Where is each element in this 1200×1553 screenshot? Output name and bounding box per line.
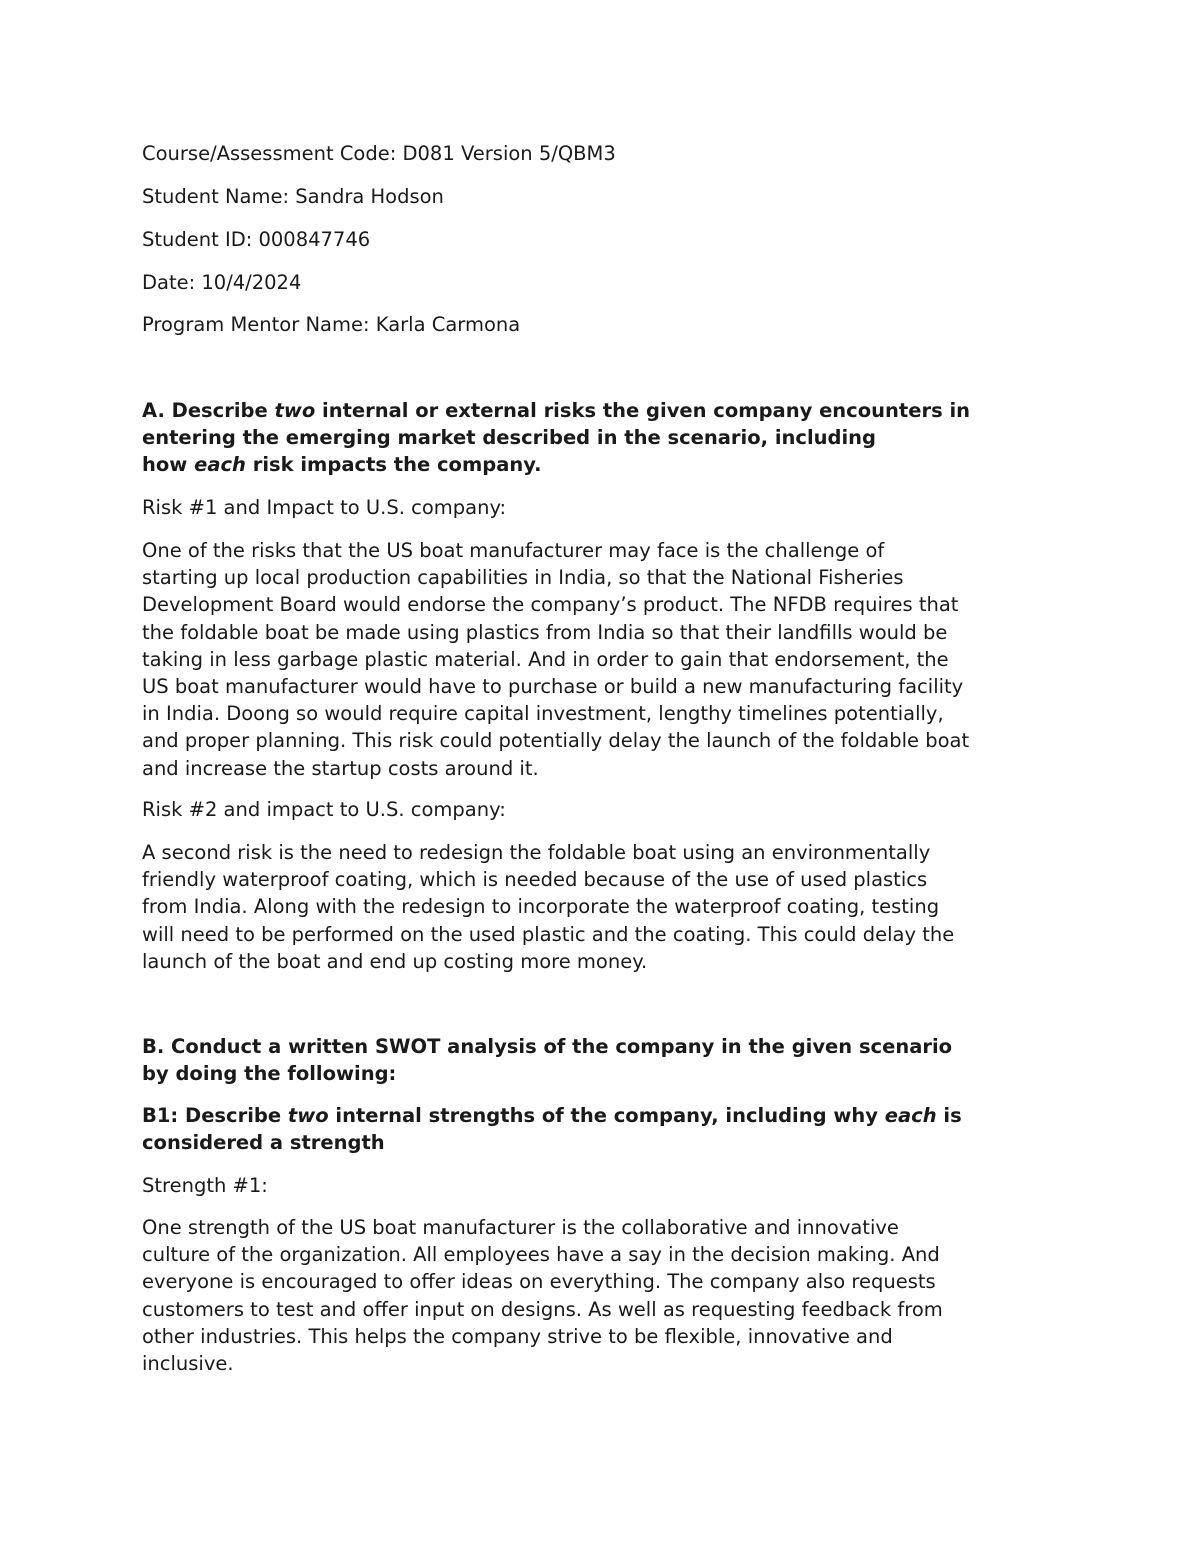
paragraph-line: and proper planning. This risk could potentially delay the launch of the foldable boat xyxy=(142,729,970,753)
paragraph-line: Development Board would endorse the company’s product. The NFDB requires that xyxy=(142,593,959,617)
student-id: Student ID: 000847746 xyxy=(142,228,371,251)
paragraph-line: customers to test and offer input on designs. As well as requesting feedback from xyxy=(142,1297,943,1321)
paragraph-line: the foldable boat be made using plastics from India so that their landfills would be xyxy=(142,620,948,644)
paragraph-line: and increase the startup costs around it. xyxy=(142,756,539,780)
mentor-name: Program Mentor Name: Karla Carmona xyxy=(142,313,521,336)
risk1-paragraph xyxy=(142,537,1072,782)
b1-heading: B1: Describe two internal strengths of the company, including why each is considered a strength xyxy=(142,1104,962,1154)
paragraph-line: US boat manufacturer would have to purchase or build a new manufacturing facility xyxy=(142,675,964,699)
date: Date: 10/4/2024 xyxy=(142,271,302,294)
strength1-label: Strength #1: xyxy=(142,1174,268,1197)
paragraph-line: everyone is encouraged to offer ideas on everything. The company also requests xyxy=(142,1270,936,1294)
paragraph-line: A second risk is the need to redesign the foldable boat using an environmentally xyxy=(142,841,931,864)
section-a-heading: A. Describe two internal or external risks the given company encounters in entering the emerging market described in the scenario, including how each risk impacts the company. xyxy=(142,399,971,476)
risk2-label: Risk #2 and impact to U.S. company: xyxy=(142,798,506,821)
paragraph-line: inclusive. xyxy=(142,1352,234,1376)
section-b-heading: B. Conduct a written SWOT analysis of the company in the given scenario by doing the following: xyxy=(142,1035,953,1085)
paragraph-line: starting up local production capabilities in India, so that the National Fisheries xyxy=(142,566,904,590)
paragraph-line: from India. Along with the redesign to incorporate the waterproof coating, testing xyxy=(142,895,940,919)
student-name: Student Name: Sandra Hodson xyxy=(142,185,444,208)
paragraph-line: will need to be performed on the used plastic and the coating. This could delay the xyxy=(142,922,955,946)
paragraph-line: launch of the boat and end up costing more money. xyxy=(142,949,648,973)
strength1-paragraph xyxy=(142,1214,1072,1377)
paragraph-line: friendly waterproof coating, which is needed because of the use of used plastics xyxy=(142,868,928,892)
risk2-paragraph xyxy=(142,839,1072,975)
paragraph-line: in India. Doong so would require capital investment, lengthy timelines potentially, xyxy=(142,702,944,726)
course-code: Course/Assessment Code: D081 Version 5/QBM3 xyxy=(142,142,616,165)
paragraph-line: taking in less garbage plastic material. And in order to gain that endorsement, the xyxy=(142,647,949,671)
paragraph-line: culture of the organization. All employees have a say in the decision making. And xyxy=(142,1243,940,1267)
paragraph-line: other industries. This helps the company strive to be flexible, innovative and xyxy=(142,1324,893,1348)
paragraph-line: One strength of the US boat manufacturer is the collaborative and innovative xyxy=(142,1216,899,1239)
paragraph-line: One of the risks that the US boat manufacturer may face is the challenge of xyxy=(142,539,885,562)
risk1-label: Risk #1 and Impact to U.S. company: xyxy=(142,496,507,519)
